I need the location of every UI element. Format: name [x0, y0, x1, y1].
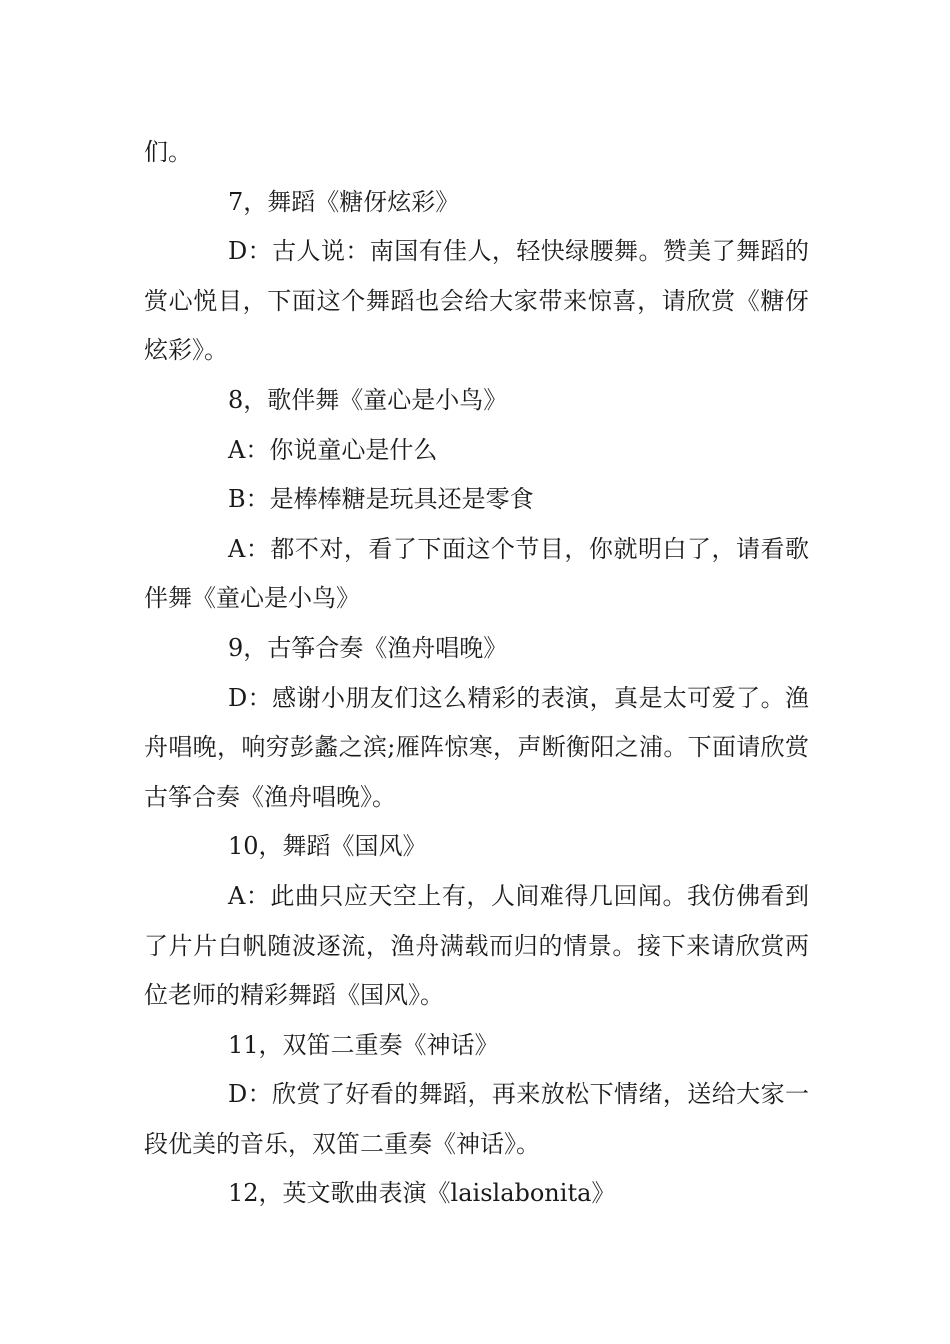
program-item-9-title: 9，古筝合奏《渔舟唱晚》 [228, 633, 508, 662]
program-item-10-title: 10，舞蹈《国风》 [228, 832, 427, 861]
host-line-a-1: A：你说童心是什么 [228, 435, 438, 464]
program-item-11-title: 11，双笛二重奏《神话》 [228, 1030, 499, 1059]
program-item-8-title: 8，歌伴舞《童心是小鸟》 [228, 385, 508, 414]
program-item-7-title: 7，舞蹈《糖伢炫彩》 [228, 187, 460, 216]
host-line-d-2: D：感谢小朋友们这么精彩的表演，真是太可爱了。渔舟唱晚，响穷彭蠡之滨;雁阵惊寒，声断衡阳之浦。下面请欣赏古筝合奏《渔舟唱晚》。 [144, 683, 809, 811]
host-line-d-3: D：欣赏了好看的舞蹈，再来放松下情绪，送给大家一段优美的音乐，双笛二重奏《神话》。 [144, 1080, 809, 1158]
host-line-d-1: D：古人说：南国有佳人，轻快绿腰舞。赞美了舞蹈的赏心悦目，下面这个舞蹈也会给大家带来惊喜，请欣赏《糖伢炫彩》。 [144, 237, 809, 365]
document-body [144, 128, 809, 1219]
host-line-a-3: A：此曲只应天空上有，人间难得几回闻。我仿佛看到了片片白帆随波逐流，渔舟满载而归的情景。接下来请欣赏两位老师的精彩舞蹈《国风》。 [144, 881, 809, 1010]
program-item-12-title: 12，英文歌曲表演《laislabonita》 [228, 1179, 616, 1208]
paragraph-continuation: 们。 [144, 138, 192, 166]
host-line-b-1: B：是棒棒糖是玩具还是零食 [228, 485, 534, 514]
host-line-a-2: A：都不对，看了下面这个节目，你就明白了，请看歌伴舞《童心是小鸟》 [144, 534, 809, 613]
